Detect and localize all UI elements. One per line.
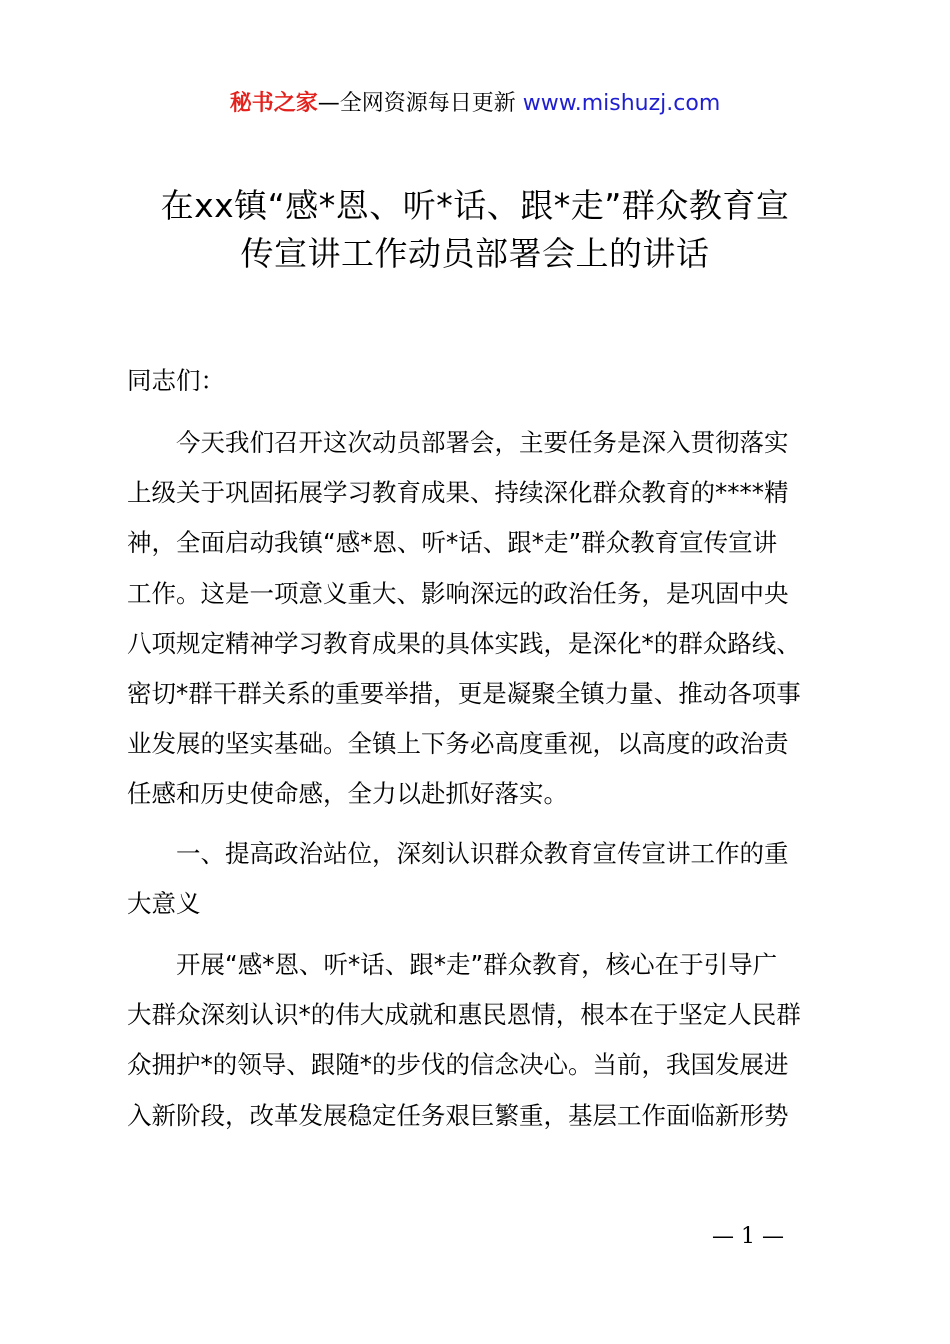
paragraph-line: 密切*群干群关系的重要举措，更是凝聚全镇力量、推动各项事 [127,679,801,709]
paragraph-section-1 [127,940,833,1141]
paragraph-line: 业发展的坚实基础。全镇上下务必高度重视，以高度的政治责 [127,729,789,759]
salutation: 同志们： [127,366,225,395]
paragraph-line: 众拥护*的领导、跟随*的步伐的信念决心。当前，我国发展进 [127,1050,789,1080]
paragraph-line: 工作。这是一项意义重大、影响深远的政治任务，是巩固中央 [127,578,789,608]
paragraph-line: 任感和历史使命感，全力以赴抓好落实。 [127,779,568,809]
brand-name: 秘书之家 [229,91,318,116]
title-line-2: 传宣讲工作动员部署会上的讲话 [240,234,710,273]
document-title [100,182,850,278]
header-tagline: —全网资源每日更新 [317,91,523,116]
paragraph-line: 入新阶段，改革发展稳定任务艰巨繁重，基层工作面临新形势 [127,1100,789,1130]
heading-line: 一、提高政治站位，深刻认识群众教育宣传宣讲工作的重 [176,839,789,868]
site-header [0,88,950,120]
page-number: — 1 — [712,1224,784,1249]
paragraph-line: 神，全面启动我镇“感*恩、听*话、跟*走”群众教育宣传宣讲 [127,528,778,558]
heading-line: 大意义 [127,889,201,919]
paragraph-intro [127,418,833,820]
paragraph-line: 大群众深刻认识*的伟大成就和惠民恩情，根本在于坚定人民群 [127,1000,801,1030]
paragraph-line: 八项规定精神学习教育成果的具体实践，是深化*的群众路线、 [127,628,801,658]
paragraph-line: 上级关于巩固拓展学习教育成果、持续深化群众教育的****精 [127,478,789,508]
paragraph-line: 开展“感*恩、听*话、跟*走”群众教育，核心在于引导广 [176,950,778,979]
title-line-1: 在xx镇“感*恩、听*话、跟*走”群众教育宣 [160,186,790,225]
site-url-link[interactable]: www.mishuzj.com [522,91,721,116]
section-heading-1 [127,829,833,929]
paragraph-line: 今天我们召开这次动员部署会，主要任务是深入贯彻落实 [176,428,789,457]
